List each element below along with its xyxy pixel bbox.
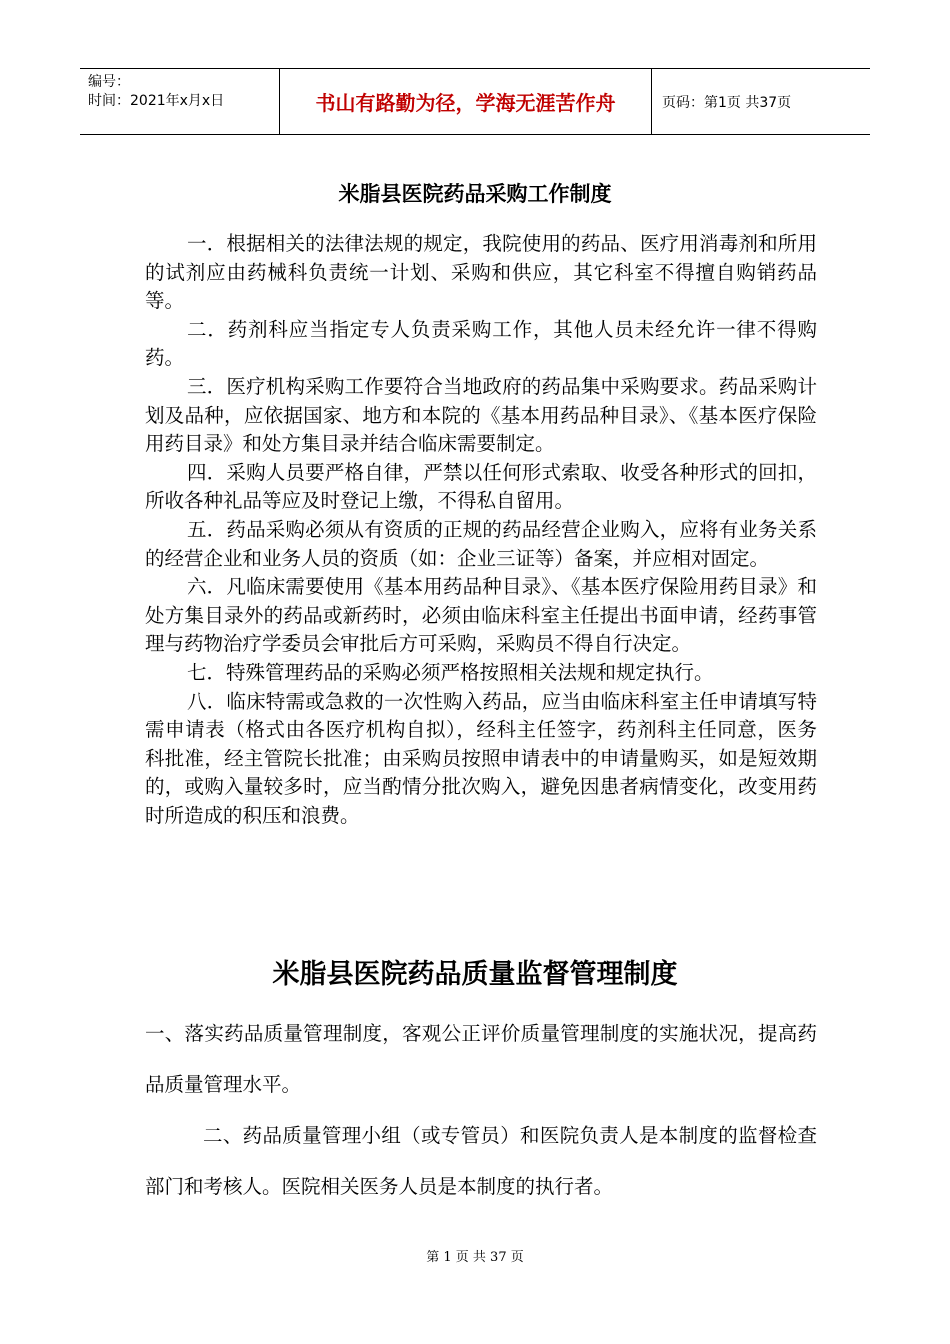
section1-paragraph: 八．临床特需或急救的一次性购入药品，应当由临床科室主任申请填写特需申请表（格式由各医疗机构自拟），经科主任签字，药剂科主任同意，医务科批准，经主管院长批准；由采购员按照申请表中的申请量购买，如是短效期的，或购入量较多时，应当酌情分批次购入，避免因患者病情变化，改变用药时所造成的积压和浪费。: [145, 689, 817, 827]
section2-body: [145, 1008, 817, 1212]
section1-paragraph: 三．医疗机构采购工作要符合当地政府的药品集中采购要求。药品采购计划及品种，应依据国家、地方和本院的《基本用药品种目录》、《基本医疗保险用药目录》和处方集目录并结合临床需要制定。: [145, 374, 817, 456]
header-meta: [80, 69, 280, 134]
section1-paragraph: 五．药品采购必须从有资质的正规的药品经营企业购入，应将有业务关系的经营企业和业务人员的资质（如：企业三证等）备案，并应相对固定。: [145, 517, 817, 570]
document-header: [80, 68, 870, 135]
section1-body: [145, 230, 817, 830]
section1-paragraph: 四．采购人员要严格自律，严禁以任何形式索取、收受各种形式的回扣，所收各种礼品等应及时登记上缴，不得私自留用。: [145, 460, 817, 513]
section1-title: 米脂县医院药品采购工作制度: [338, 182, 612, 206]
section1-paragraph: 七．特殊管理药品的采购必须严格按照相关法规和规定执行。: [187, 660, 714, 684]
section2-paragraph: 一、落实药品质量管理制度，客观公正评价质量管理制度的实施状况，提高药品质量管理水平。: [145, 1022, 817, 1096]
section2-paragraph: 二、药品质量管理小组（或专管员）和医院负责人是本制度的监督检查部门和考核人。医院相关医务人员是本制度的执行者。: [145, 1124, 817, 1198]
section1-paragraph: 六．凡临床需要使用《基本用药品种目录》、《基本医疗保险用药目录》和处方集目录外的药品或新药时，必须由临床科室主任提出书面申请，经药事管理与药物治疗学委员会审批后方可采购，采购员不得自行决定。: [145, 575, 817, 656]
section2-title: 米脂县医院药品质量监督管理制度: [272, 959, 678, 990]
date-label: 时间：2021年x月x日: [88, 93, 225, 109]
header-motto: 书山有路勤为径，学海无涯苦作舟: [280, 69, 652, 134]
page-footer: 第 1 页 共 37 页: [426, 1250, 524, 1265]
number-label: 编号：: [88, 74, 130, 90]
section1-paragraph: 一．根据相关的法律法规的规定，我院使用的药品、医疗用消毒剂和所用的试剂应由药械科负责统一计划、采购和供应，其它科室不得擅自购销药品等。: [145, 232, 817, 313]
section1-paragraph: 二．药剂科应当指定专人负责采购工作，其他人员未经允许一律不得购药。: [145, 317, 817, 370]
header-page-info: 页码：第1页 共37页: [662, 94, 792, 111]
